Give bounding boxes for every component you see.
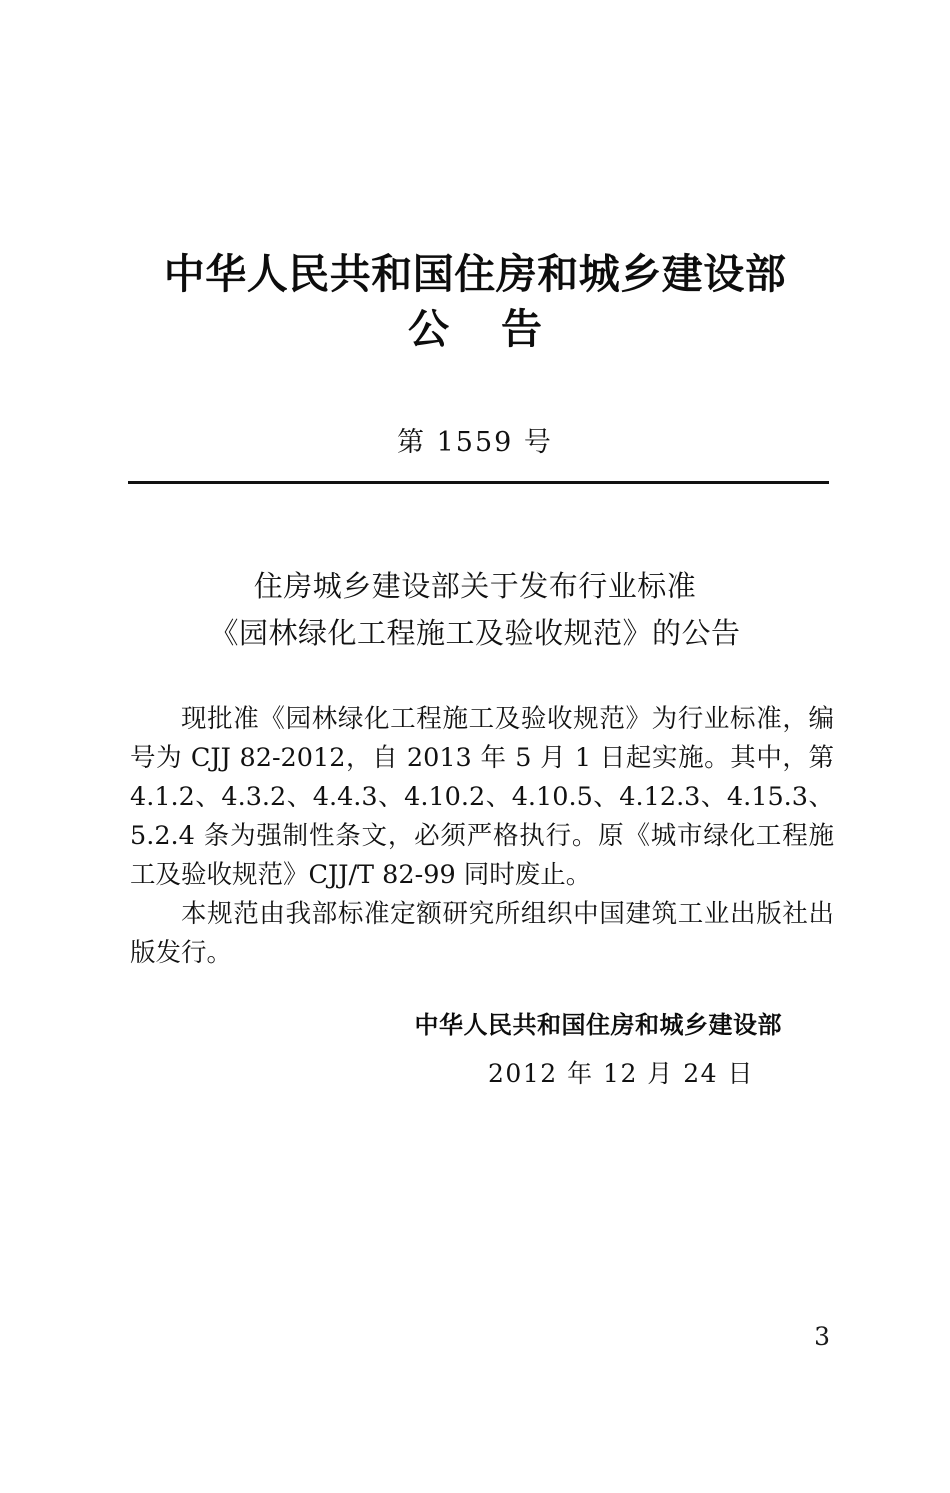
subtitle-line-2: 《园林绿化工程施工及验收规范》的公告 [209,615,741,650]
body-paragraph-2: 本规范由我部标准定额研究所组织中国建筑工业出版社出版发行。 [130,899,834,968]
horizontal-divider [128,481,829,484]
page-title: 中华人民共和国住房和城乡建设部 [163,250,787,298]
masthead [0,252,950,355]
announcement-subtitle [0,563,950,657]
document-kind-heading: 公告 [408,304,594,353]
signature-organization: 中华人民共和国住房和城乡建设部 [414,1011,782,1039]
subtitle-line-1: 住房城乡建设部关于发布行业标准 [253,569,697,603]
signature-date: 2012 年 12 月 24 日 [488,1059,754,1088]
document-number: 第 1559 号 [397,427,553,458]
body-paragraph-1: 现批准《园林绿化工程施工及验收规范》为行业标准，编号为 CJJ 82‑2012，自 2013 年 5 月 1 日起实施。其中，第 4.1.2、4.3.2、4.4.3、4.10.2、4.10.5、4.12.3、4.15.3、5.2.4 条为强制性条文，必须严格执行。原《城市绿化工程施工及验收规范》CJJ/T 82‑99 同时废止。 [130,704,843,890]
announcement-body [130,700,843,973]
signature-block [130,1005,834,1090]
page-number: 3 [814,1322,830,1351]
